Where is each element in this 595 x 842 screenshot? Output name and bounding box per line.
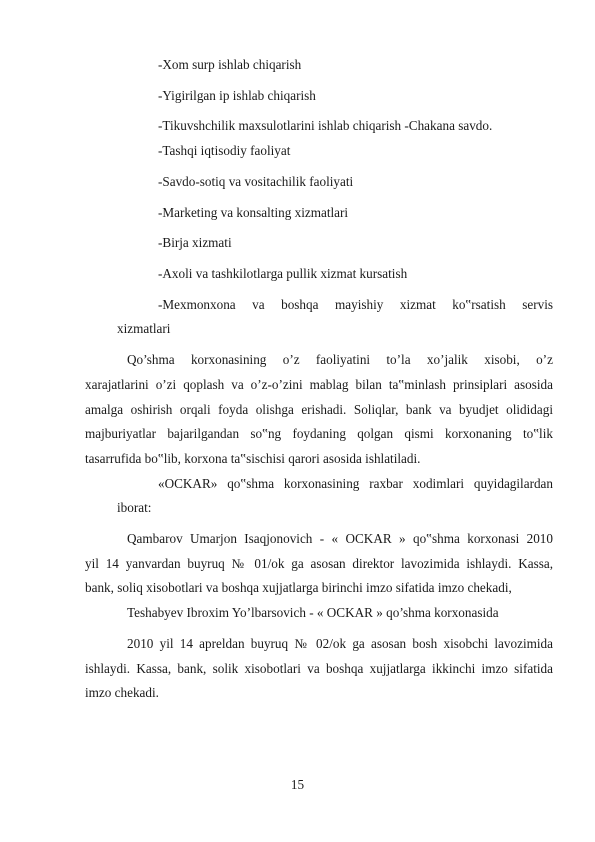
paragraph-line: Qambarov Umarjon Isaqjonovich - « OCKAR » qo‟shma korxonasi 2010 [127, 531, 553, 546]
paragraph-line: Teshabyev Ibroxim Yo’lbarsovich - « OCKAR » qo’shma korxonasida [127, 605, 499, 620]
paragraph-line: imzo chekadi. [85, 685, 159, 700]
list-item-justified: -Mexmonxona va boshqa mayishiy xizmat ko‟rsatish servis [158, 297, 553, 312]
paragraph-line: majburiyatlar bajarilgandan so‟ng foydaning qolgan qismi korxonaning to‟lik [85, 426, 553, 441]
list-item: -Marketing va konsalting xizmatlari [158, 205, 349, 220]
paragraph-line: «OCKAR» qo‟shma korxonasining raxbar xodimlari quyidagilardan [158, 476, 553, 491]
paragraph-line: xarajatlarini o’zi qoplash va o’z-o’zini mablag bilan ta‟minlash prinsiplari asosida [85, 377, 553, 392]
page-number: 15 [290, 777, 305, 792]
paragraph-line: Qo’shma korxonasining o’z faoliyatini to’la xo’jalik xisobi, o’z [127, 352, 553, 367]
list-item: -Axoli va tashkilotlarga pullik xizmat kursatish [158, 266, 408, 281]
list-item: -Tashqi iqtisodiy faoliyat [158, 143, 291, 158]
paragraph-line: amalga oshirish orqali foyda olishga erishadi. Soliqlar, bank va byudjet olididagi [85, 402, 553, 417]
paragraph-line: ishlaydi. Kassa, bank, solik xisobotlari va boshqa xujjatlarga ikkinchi imzo sifatida [85, 661, 553, 676]
list-item: -Savdo-sotiq va vositachilik faoliyati [158, 174, 354, 189]
paragraph-line: bank, soliq xisobotlari va boshqa xujjatlarga birinchi imzo sifatida imzo chekadi, [85, 580, 512, 595]
paragraph-line: yil 14 yanvardan buyruq № 01/ok ga asosan direktor lavozimida ishlaydi. Kassa, [85, 556, 553, 571]
list-item-continuation: xizmatlari [117, 321, 171, 336]
list-item: -Xom surp ishlab chiqarish [158, 57, 302, 72]
list-item: -Tikuvshchilik maxsulotlarini ishlab chiqarish -Chakana savdo. [158, 118, 493, 133]
list-item: -Birja xizmati [158, 235, 232, 250]
paragraph-line: tasarrufida bo‟lib, korxona ta‟sischisi qarori asosida ishlatiladi. [85, 451, 421, 466]
list-item: -Yigirilgan ip ishlab chiqarish [158, 88, 316, 103]
paragraph-line: 2010 yil 14 apreldan buyruq № 02/ok ga asosan bosh xisobchi lavozimida [127, 636, 553, 651]
paragraph-line: iborat: [117, 500, 152, 515]
